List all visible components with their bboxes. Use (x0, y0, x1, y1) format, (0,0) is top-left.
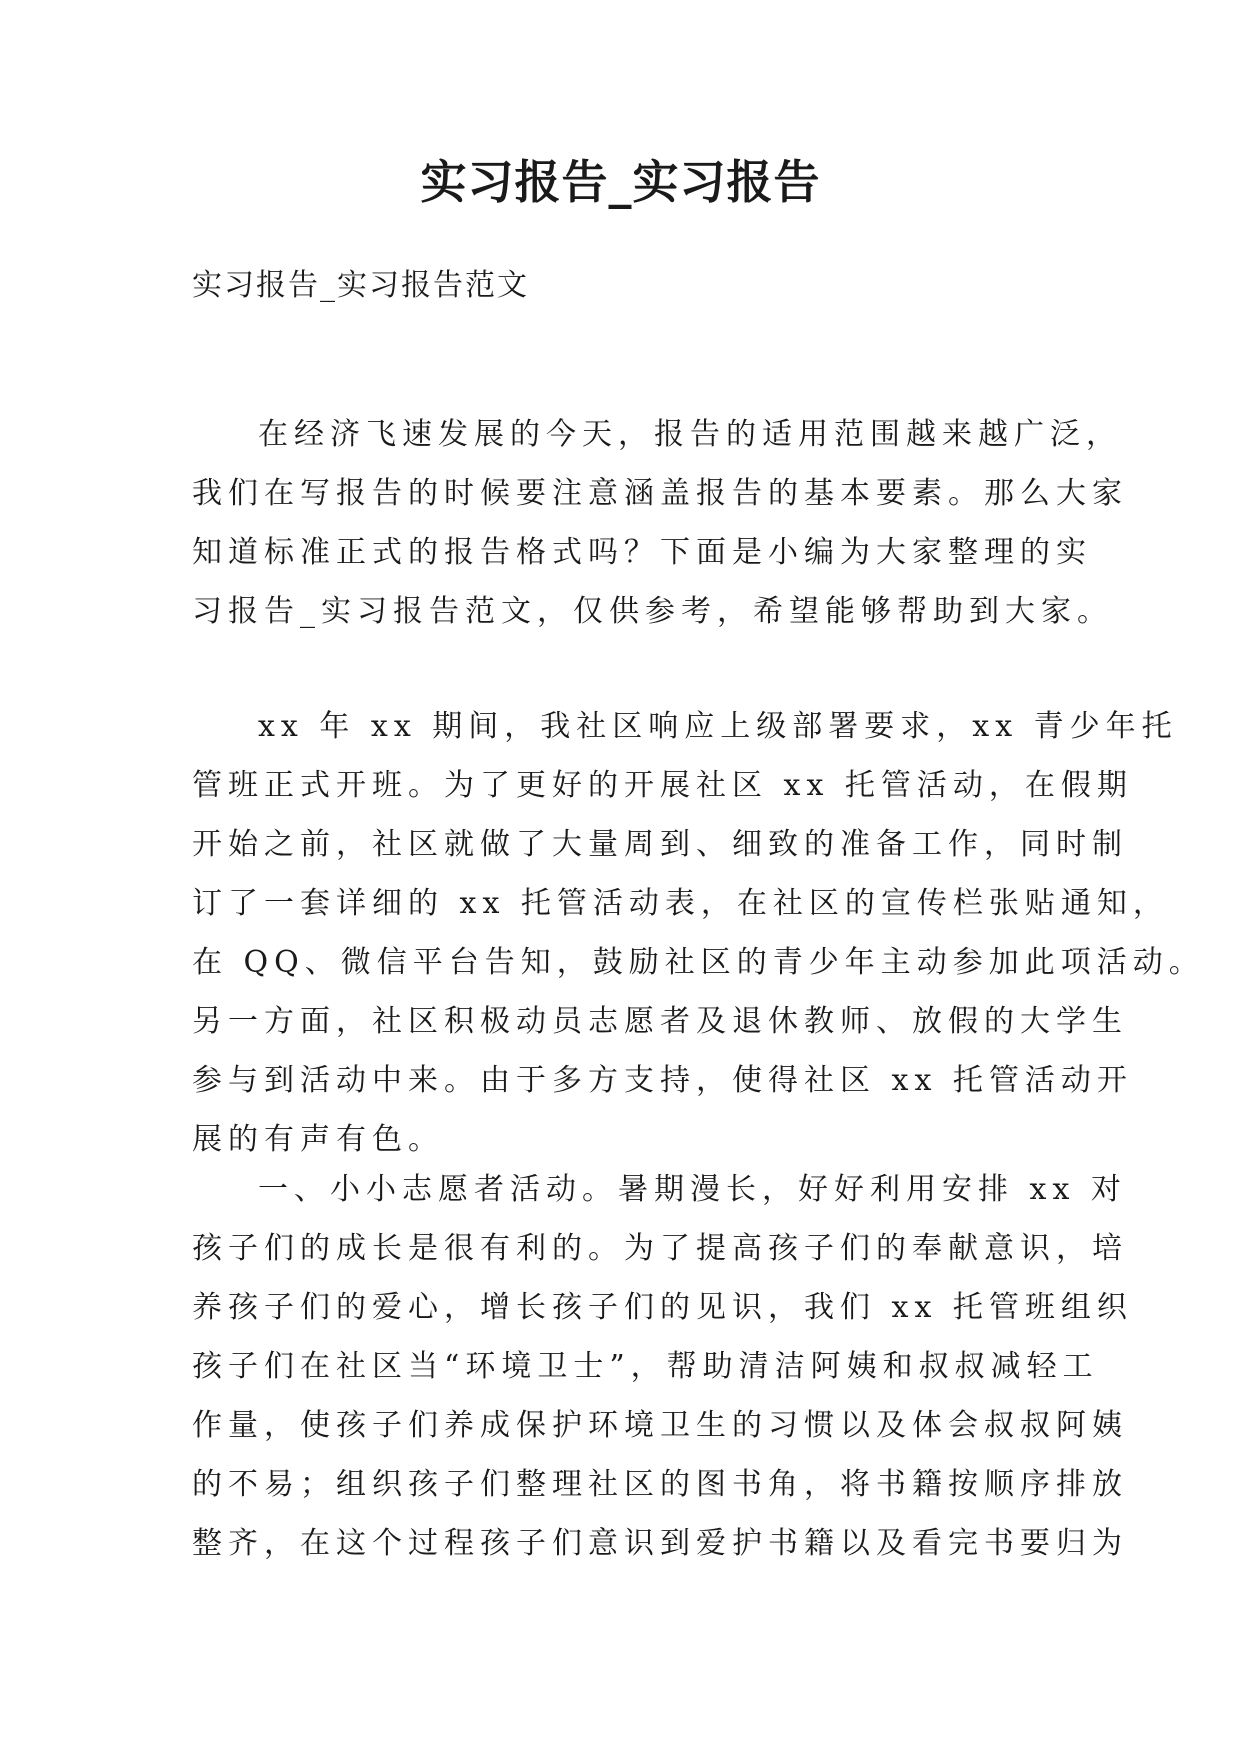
paragraph-line: 另一方面，社区积极动员志愿者及退休教师、放假的大学生 (192, 1004, 1128, 1039)
paragraph-line: 在 QQ、微信平台告知，鼓励社区的青少年主动参加此项活动。 (192, 945, 1205, 980)
paragraph-line: 知道标准正式的报告格式吗？下面是小编为大家整理的实 (192, 535, 1092, 570)
paragraph-line: 订了一套详细的 xx 托管活动表，在社区的宣传栏张贴通知， (192, 886, 1169, 921)
paragraph-line: 我们在写报告的时候要注意涵盖报告的基本要素。那么大家 (192, 476, 1128, 511)
paragraph-line: 作量，使孩子们养成保护环境卫生的习惯以及体会叔叔阿姨 (192, 1408, 1128, 1443)
document-subtitle: 实习报告_实习报告范文 (192, 268, 529, 303)
paragraph-line: 一、小小志愿者活动。暑期漫长，好好利用安排 xx 对 (258, 1172, 1127, 1207)
paragraph-background (192, 697, 1205, 1169)
paragraph-line: 在经济飞速发展的今天，报告的适用范围越来越广泛， (258, 417, 1122, 452)
paragraph-line: 参与到活动中来。由于多方支持，使得社区 xx 托管活动开 (192, 1063, 1133, 1098)
paragraph-volunteer-activity (192, 1160, 1133, 1573)
paragraph-line: 养孩子们的爱心，增长孩子们的见识，我们 xx 托管班组织 (192, 1290, 1133, 1325)
paragraph-line: 开始之前，社区就做了大量周到、细致的准备工作，同时制 (192, 827, 1128, 862)
paragraph-line: 整齐，在这个过程孩子们意识到爱护书籍以及看完书要归为 (192, 1526, 1128, 1561)
paragraph-line: 习报告_实习报告范文，仅供参考，希望能够帮助到大家。 (192, 594, 1113, 629)
paragraph-line: 展的有声有色。 (192, 1122, 444, 1157)
paragraph-line: 孩子们在社区当“环境卫士”，帮助清洁阿姨和叔叔减轻工 (192, 1349, 1099, 1384)
paragraph-line: 的不易；组织孩子们整理社区的图书角，将书籍按顺序排放 (192, 1467, 1128, 1502)
paragraph-line: xx 年 xx 期间，我社区响应上级部署要求，xx 青少年托 (258, 709, 1178, 744)
paragraph-line: 孩子们的成长是很有利的。为了提高孩子们的奉献意识，培 (192, 1231, 1128, 1266)
document-title: 实习报告_实习报告 (420, 155, 821, 209)
paragraph-intro (192, 405, 1128, 641)
paragraph-line: 管班正式开班。为了更好的开展社区 xx 托管活动，在假期 (192, 768, 1133, 803)
